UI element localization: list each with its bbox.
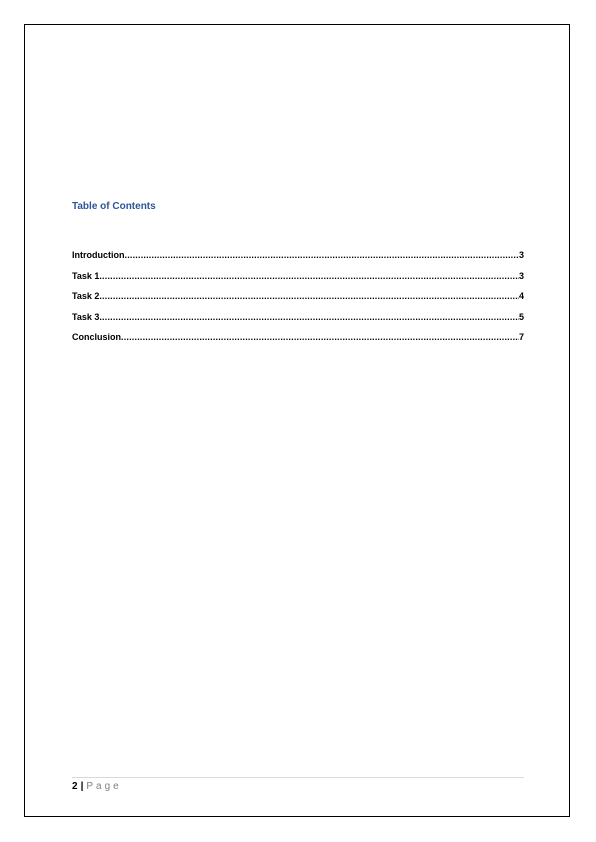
toc-dot-leader [99, 312, 519, 322]
footer-page-word: Page [86, 781, 122, 792]
toc-entry-page: 4 [518, 291, 524, 301]
toc-entry-page: 7 [518, 332, 524, 342]
toc-entry-task-3[interactable] [72, 312, 524, 333]
footer-page-number: 2 [72, 781, 78, 792]
toc-entry-title: Conclusion [72, 332, 121, 342]
footer-divider [72, 777, 524, 778]
toc-entry-title: Task 3 [72, 311, 100, 322]
page-border [24, 24, 570, 817]
toc-entry-task-1[interactable] [72, 271, 524, 292]
toc-entry-task-2[interactable] [72, 291, 524, 312]
toc-dot-leader [125, 250, 519, 260]
page-footer [72, 781, 122, 792]
toc-entry-conclusion[interactable] [72, 332, 524, 353]
toc-entry-page: 3 [518, 250, 524, 260]
toc-entry-page: 5 [518, 311, 524, 322]
footer-separator: | [80, 781, 84, 792]
toc-entry-title: Introduction [72, 250, 125, 260]
toc-entry-page: 3 [518, 270, 524, 281]
toc-entry-title: Task 1 [72, 270, 100, 281]
toc-dot-leader [121, 332, 519, 342]
toc-entry-title: Task 2 [72, 291, 100, 301]
toc-dot-leader [99, 271, 519, 281]
toc-list [72, 250, 524, 353]
toc-entry-introduction[interactable] [72, 250, 524, 271]
toc-dot-leader [99, 291, 519, 301]
toc-heading: Table of Contents [72, 201, 156, 212]
